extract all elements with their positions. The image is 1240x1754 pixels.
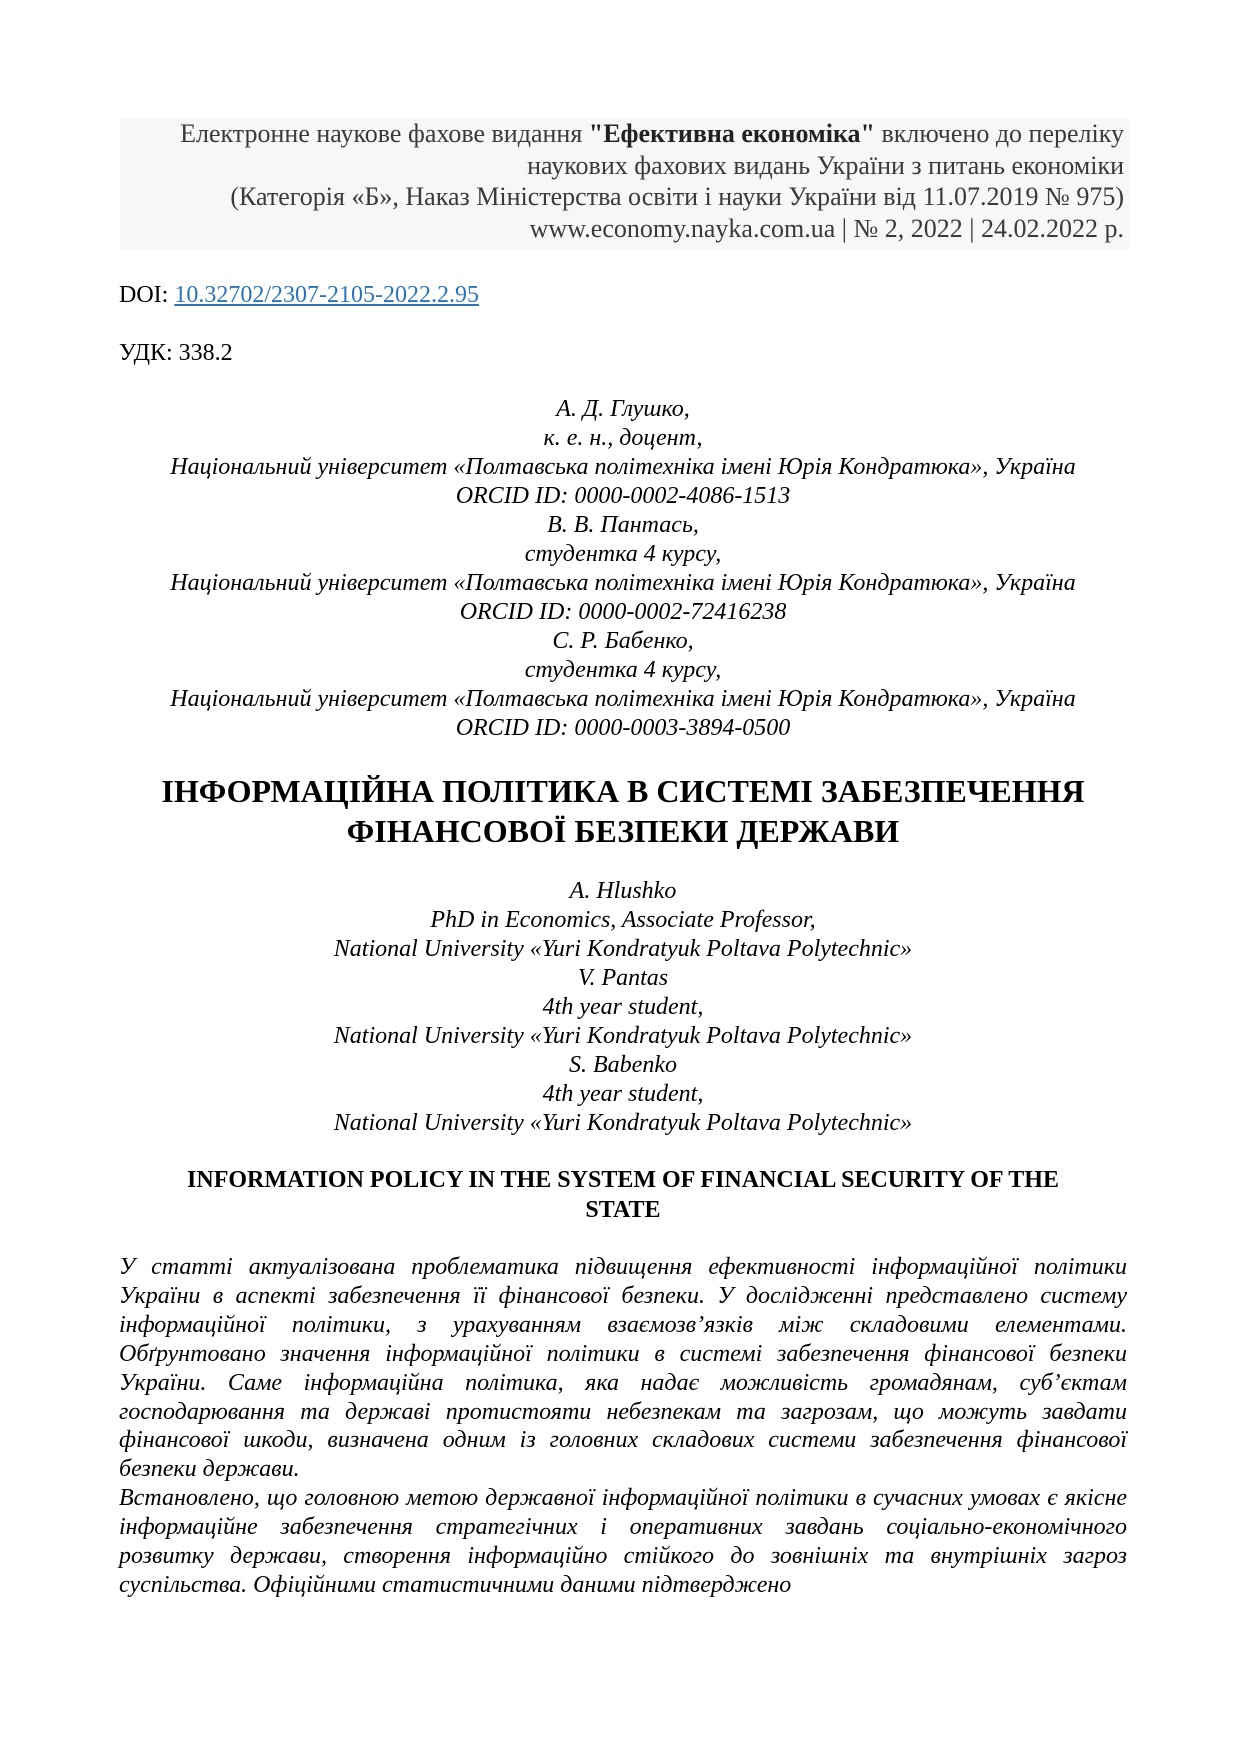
author-affiliation: Національний університет «Полтавська політехніка імені Юрія Кондратюка», Україна: [170, 570, 1076, 596]
header-line-2: наукових фахових видань України з питань економіки: [527, 150, 1124, 180]
author-orcid: ORCID ID: 0000-0002-72416238: [459, 599, 787, 625]
header-line-1: Електронне наукове фахове видання "Ефективна економіка" включено до переліку: [180, 119, 1124, 148]
author-name: С. Р. Бабенко,: [552, 628, 694, 654]
journal-header: [120, 118, 1130, 250]
author-degree: студентка 4 курсу,: [524, 657, 722, 683]
author-affiliation: National University «Yuri Kondratyuk Poltava Polytechnic»: [333, 1110, 913, 1136]
author-orcid: ORCID ID: 0000-0002-4086-1513: [455, 483, 791, 509]
author-degree: PhD in Economics, Associate Professor,: [430, 907, 816, 933]
author-degree: 4th year student,: [542, 994, 704, 1020]
authors-ua: [119, 395, 1127, 743]
title-ua: [119, 771, 1127, 851]
title-ua-line: ІНФОРМАЦІЙНА ПОЛІТИКА В СИСТЕМІ ЗАБЕЗПЕЧЕННЯ: [161, 773, 1085, 809]
author-affiliation: Національний університет «Полтавська політехніка імені Юрія Кондратюка», Україна: [170, 686, 1076, 712]
title-en-line: STATE: [585, 1196, 661, 1223]
title-ua-line: ФІНАНСОВОЇ БЕЗПЕКИ ДЕРЖАВИ: [346, 813, 900, 849]
title-en: [119, 1166, 1127, 1225]
author-degree: 4th year student,: [542, 1081, 704, 1107]
header-line-3: (Категорія «Б», Наказ Міністерства освіти і науки України від 11.07.2019 № 975): [230, 182, 1124, 211]
author-name: S. Babenko: [569, 1052, 677, 1078]
abstract-paragraph: У статті актуалізована проблематика підвищення ефективності інформаційної політики України в аспекті забезпечення її фінансової безпеки. У дослідженні представлено систему інформаційної політики, з урахуванням взаємозв’язків між складовими елементами. Обґрунтовано значення інформаційної політики в системі забезпечення фінансової безпеки України. Саме інформаційна політика, яка надає можливість громадянам, суб’єктам господарювання та державі протистояти небезпекам та загрозам, що можуть завдати фінансової шкоди, визначена одним із головних складових системи забезпечення фінансової безпеки держави.: [119, 1254, 1127, 1483]
author-affiliation: Національний університет «Полтавська політехніка імені Юрія Кондратюка», Україна: [170, 454, 1076, 480]
author-degree: студентка 4 курсу,: [524, 541, 722, 567]
authors-en: [119, 877, 1127, 1138]
title-en-line: INFORMATION POLICY IN THE SYSTEM OF FINANCIAL SECURITY OF THE: [187, 1167, 1059, 1193]
doi-line: DOI: 10.32702/2307-2105-2022.2.95: [119, 282, 479, 308]
author-orcid: ORCID ID: 0000-0003-3894-0500: [455, 715, 791, 741]
author-name: А. Д. Глушко,: [556, 396, 690, 422]
author-affiliation: National University «Yuri Kondratyuk Poltava Polytechnic»: [333, 936, 913, 962]
abstract: [119, 1253, 1127, 1600]
abstract-paragraph: Встановлено, що головною метою державної інформаційної політики в сучасних умовах є якісне інформаційне забезпечення стратегічних і оперативних завдань соціально-економічного розвитку держави, створення інформаційно стійкого до зовнішніх та внутрішніх загроз суспільства. Офіційними статистичними даними підтверджено: [119, 1485, 1127, 1598]
author-name: V. Pantas: [577, 965, 669, 991]
author-affiliation: National University «Yuri Kondratyuk Poltava Polytechnic»: [333, 1023, 913, 1049]
author-degree: к. е. н., доцент,: [543, 425, 703, 451]
author-name: В. В. Пантась,: [547, 512, 699, 538]
doi-link[interactable]: 10.32702/2307-2105-2022.2.95: [174, 282, 479, 308]
header-line-4: www.economy.nayka.com.ua | № 2, 2022 | 24.02.2022 р.: [529, 213, 1124, 243]
author-name: A. Hlushko: [569, 878, 677, 904]
journal-name: "Ефективна економіка": [588, 119, 875, 148]
udk: УДК: 338.2: [119, 340, 233, 366]
